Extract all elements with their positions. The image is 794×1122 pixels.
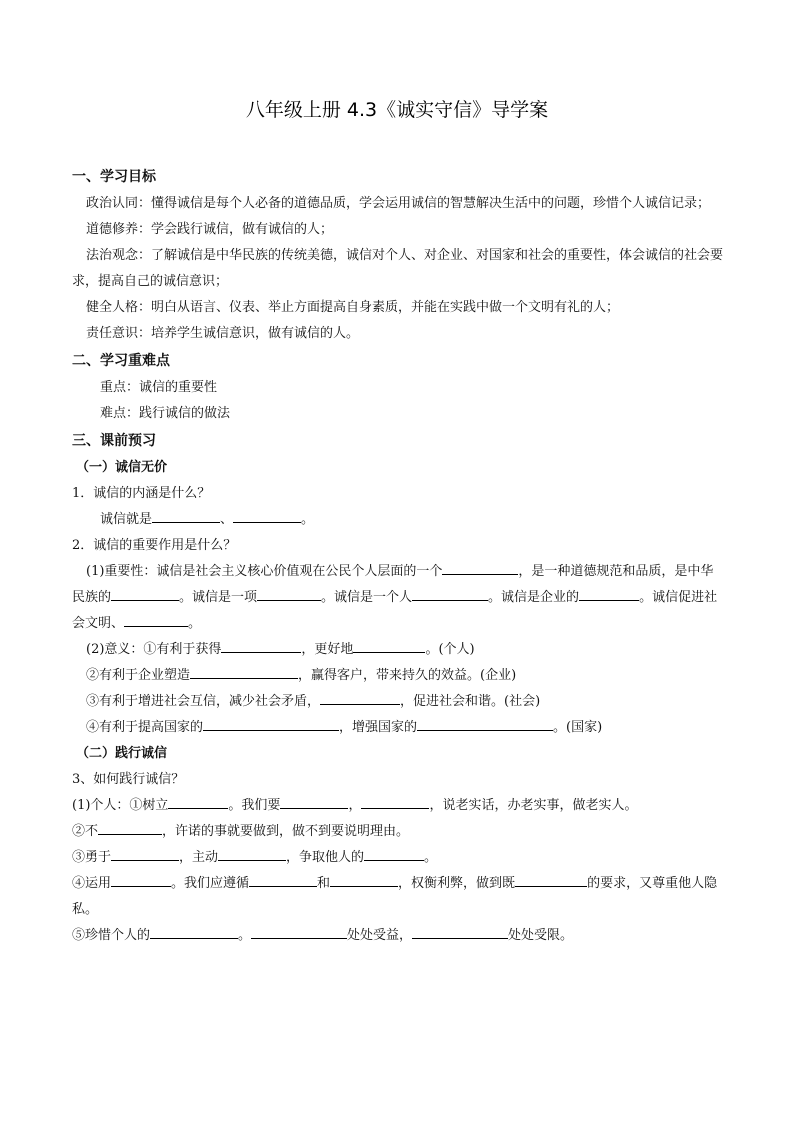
text: 。 [424,850,438,865]
text: 。诚信促进社会文明、 [72,590,718,631]
importance-paragraph [72,559,724,637]
text: ，争取他人的 [286,850,365,865]
text: ②不 [72,824,99,839]
text: 。我们应遵循 [171,876,250,891]
fill-blank[interactable] [111,872,171,887]
practice-line-2 [72,819,724,845]
fill-blank[interactable] [330,872,398,887]
text: ，说老实话，办老实事，做老实人。 [429,798,638,813]
goal-item: 道德修养：学会践行诚信，做有诚信的人； [86,222,334,237]
fill-blank[interactable] [152,508,220,523]
text: ③有利于增进社会互信，减少社会矛盾， [86,694,321,709]
fill-blank[interactable] [320,690,400,705]
goal-item: 责任意识：培养学生诚信意识，做有诚信的人。 [86,326,360,341]
fill-blank[interactable] [203,716,339,731]
meaning-country [72,715,724,741]
text: ，主动 [179,850,219,865]
text: ，更好地 [301,642,354,657]
fill-blank[interactable] [579,586,639,601]
text: 。(国家) [553,720,603,735]
fill-blank[interactable] [111,586,179,601]
practice-line-5 [72,923,724,949]
fill-blank[interactable] [168,794,228,809]
text: ，权衡利弊，做到既 [398,876,516,891]
text: ，增强国家的 [339,720,418,735]
text: 的要求，又尊重他人隐私。 [72,876,718,917]
text: 。 [301,512,315,527]
key-point: 重点：诚信的重要性 [100,380,218,395]
text: 。诚信是一个人 [321,590,413,605]
doc-title: 八年级上册 4.3《诚实守信》导学案 [245,99,549,121]
practice-line-1 [72,793,724,819]
text: 、 [220,512,234,527]
text: ，是一种道德规范和品质，是中华民族的 [72,564,714,605]
text: 。诚信是一项 [179,590,258,605]
fill-blank[interactable] [150,924,238,939]
fill-blank[interactable] [280,794,348,809]
text: ②有利于企业塑造 [86,668,191,683]
fill-blank[interactable] [364,846,424,861]
section-heading-preview: 三、课前预习 [72,433,156,449]
subsection-heading-practice: （二）践行诚信 [76,746,168,761]
text: (1)个人：①树立 [72,798,169,813]
fill-blank[interactable] [442,560,518,575]
fill-blank[interactable] [221,638,301,653]
goal-item: 健全人格：明白从语言、仪表、举止方面提高自身素质，并能在实践中做一个文明有礼的人； [86,300,620,315]
question-1: 1．诚信的内涵是什么？ [72,486,211,501]
answer-line-1 [72,507,724,533]
fill-blank[interactable] [124,612,188,627]
fill-blank[interactable] [98,820,162,835]
fill-blank[interactable] [361,794,429,809]
section-heading-goals: 一、学习目标 [72,169,156,185]
fill-blank[interactable] [412,586,488,601]
text: 。我们要 [228,798,281,813]
text: 处处受限。 [508,928,574,943]
text: ⑤珍惜个人的 [72,928,151,943]
goal-item: 政治认同：懂得诚信是每个人必备的道德品质，学会运用诚信的智慧解决生活中的问题，珍惜个人诚信记录； [86,196,711,211]
fill-blank[interactable] [257,586,321,601]
text: 。 [188,616,202,631]
text: 和 [317,876,331,891]
text: ， [348,798,362,813]
subsection-heading-priceless: （一）诚信无价 [76,460,168,475]
text: 处处受益， [347,928,413,943]
text: (1)重要性：诚信是社会主义核心价值观在公民个人层面的一个 [86,564,443,579]
fill-blank[interactable] [412,924,508,939]
question-2: 2．诚信的重要作用是什么？ [72,538,237,553]
fill-blank[interactable] [111,846,179,861]
fill-blank[interactable] [515,872,587,887]
fill-blank[interactable] [353,638,425,653]
text: 诚信就是 [100,512,153,527]
meaning-society [72,689,724,715]
text: ④有利于提高国家的 [86,720,204,735]
fill-blank[interactable] [417,716,553,731]
section-heading-keypoints: 二、学习重难点 [72,353,170,369]
text: (2)意义：①有利于获得 [86,642,222,657]
text: ，赢得客户，带来持久的效益。(企业) [298,668,517,683]
text: ④运用 [72,876,112,891]
fill-blank[interactable] [233,508,301,523]
practice-line-3 [72,845,724,871]
text: ③勇于 [72,850,112,865]
text: 。(个人) [425,642,475,657]
meaning-individual [72,637,724,663]
text: ，促进社会和谐。(社会) [400,694,541,709]
text: ，许诺的事就要做到，做不到要说明理由。 [162,824,410,839]
difficult-point: 难点：践行诚信的做法 [100,406,231,421]
goal-item: 法治观念：了解诚信是中华民族的传统美德，诚信对个人、对企业、对国家和社会的重要性，体会诚信的社会要求，提高自己的诚信意识； [72,248,724,289]
text: 。诚信是企业的 [488,590,580,605]
fill-blank[interactable] [218,846,286,861]
practice-line-4 [72,871,724,923]
fill-blank[interactable] [249,872,317,887]
doc-body [72,163,724,949]
meaning-enterprise [72,663,724,689]
fill-blank[interactable] [190,664,298,679]
fill-blank[interactable] [251,924,347,939]
question-3: 3、如何践行诚信？ [72,772,185,787]
text: 。 [238,928,252,943]
